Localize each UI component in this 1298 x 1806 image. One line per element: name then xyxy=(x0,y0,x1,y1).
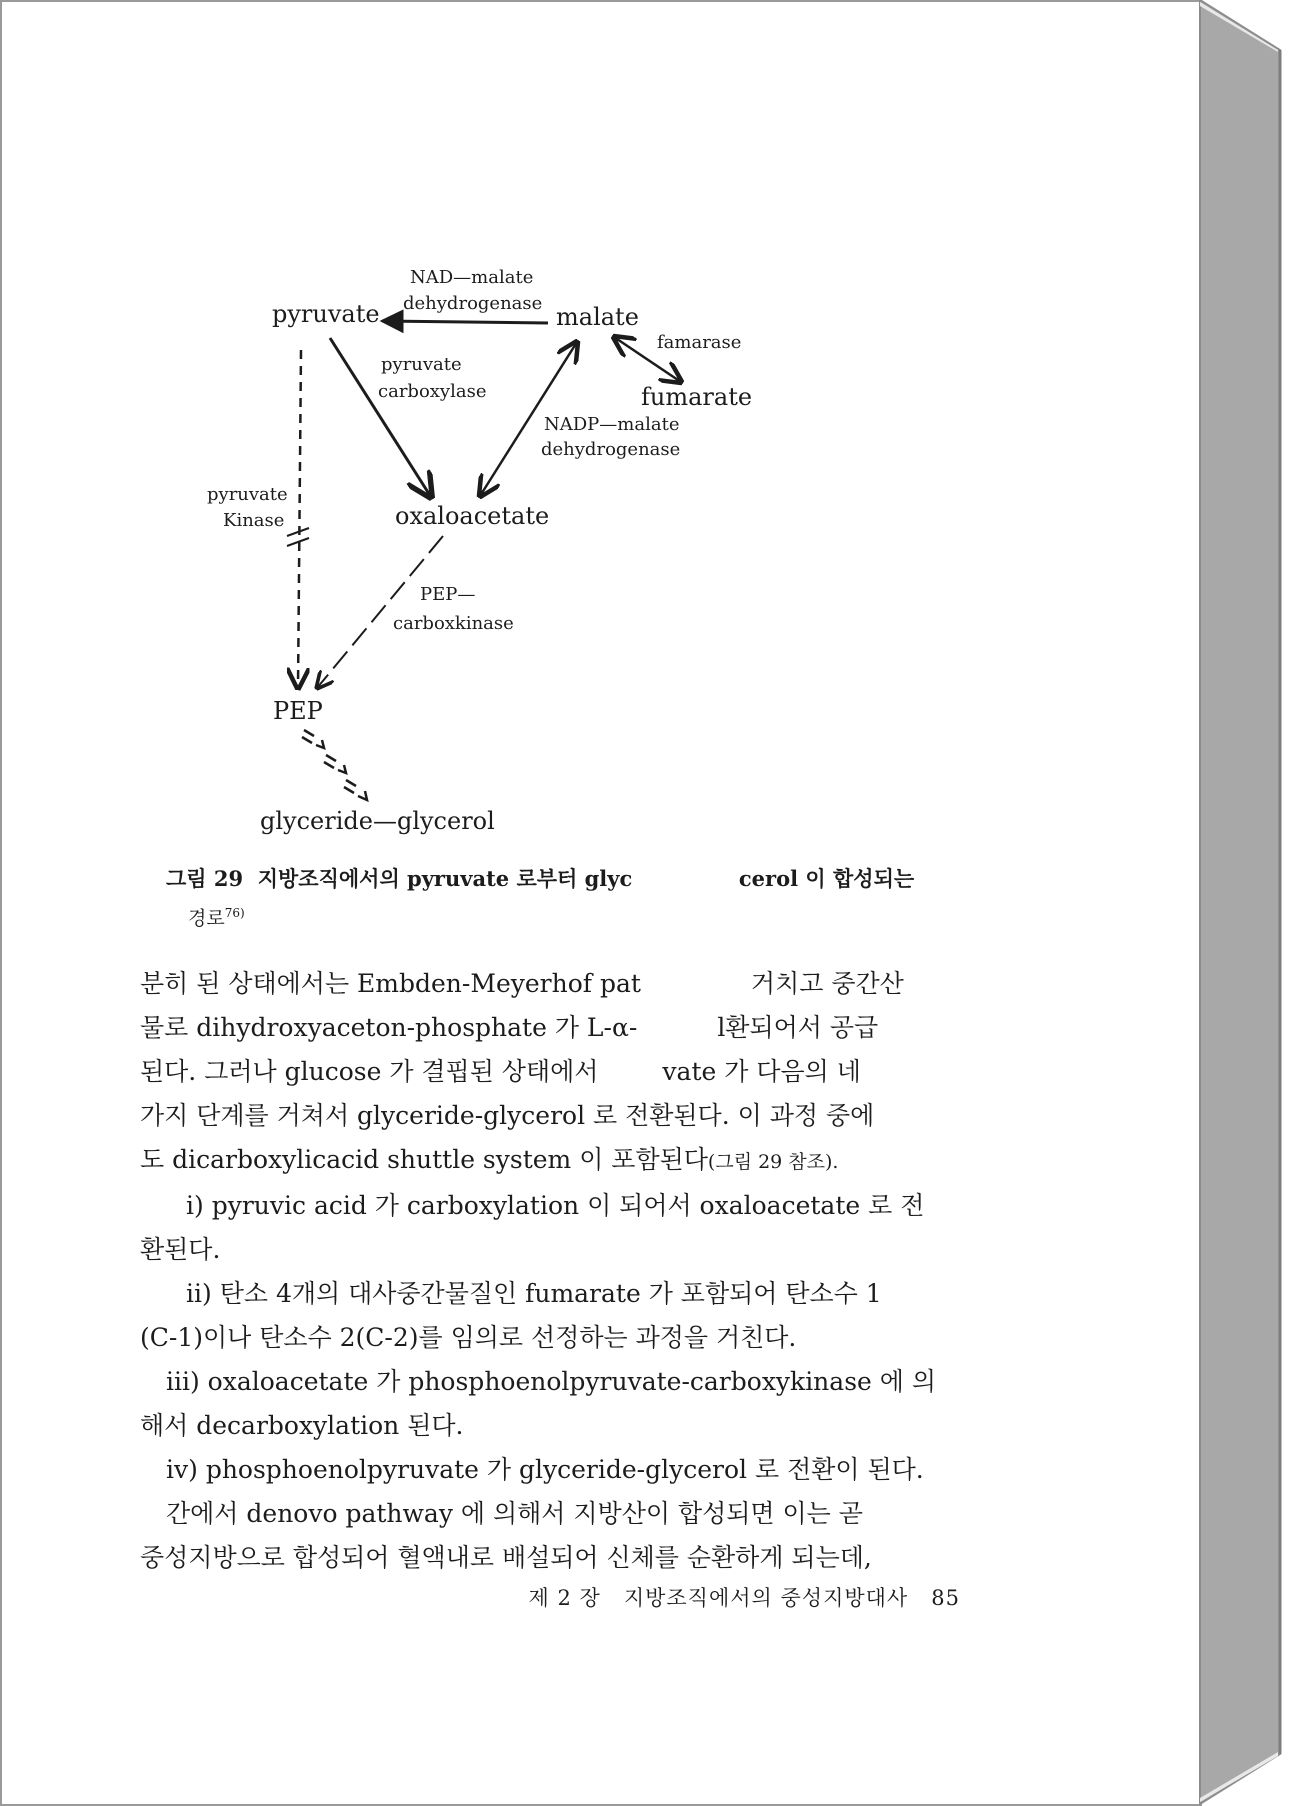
caption-text-a: 지방조직에서의 pyruvate 로부터 glyc xyxy=(257,866,633,891)
label-famarase: famarase xyxy=(657,332,742,353)
label-pyruvate-kinase-1: pyruvate xyxy=(207,484,288,505)
caption-line-1 xyxy=(166,862,956,896)
kinase-block-mark-2 xyxy=(287,538,309,546)
figure-caption xyxy=(166,862,956,935)
body-line-9: (C-1)이나 탄소수 2(C-2)를 임의로 선정하는 과정을 거친다. xyxy=(140,1323,797,1352)
page-footer xyxy=(480,1582,960,1612)
node-oxaloacetate: oxaloacetate xyxy=(395,502,550,530)
body-line-4: 가지 단계를 거쳐서 glyceride-glycerol 로 전환된다. 이 과정 중에 xyxy=(140,1101,875,1130)
label-pep-carboxkinase-2: carboxkinase xyxy=(393,613,514,634)
label-nadp-dehydrogenase: dehydrogenase xyxy=(541,439,681,460)
body-item-iv: iv) phosphoenolpyruvate 가 glyceride-glycerol 로 전환이 된다. xyxy=(166,1455,924,1484)
body-line-7: 환된다. xyxy=(140,1235,221,1264)
body-line-1: 분히 된 상태에서는 Embden-Meyerhof pat 거치고 중간산 xyxy=(140,969,904,998)
node-pyruvate: pyruvate xyxy=(272,300,380,328)
kinase-block-mark-1 xyxy=(287,528,309,536)
node-malate: malate xyxy=(556,303,639,331)
arrow-pyruvate-to-pep xyxy=(298,350,301,688)
label-nadp-malate: NADP—malate xyxy=(544,414,680,435)
label-nad-dehydrogenase: dehydrogenase xyxy=(403,293,543,314)
body-item-i: i) pyruvic acid 가 carboxylation 이 되어서 oxaloacetate 로 전 xyxy=(186,1191,925,1220)
body-text xyxy=(140,962,958,1580)
body-line-5: 도 dicarboxylicacid shuttle system 이 포함된다(그림 29 참조). xyxy=(140,1145,839,1174)
body-line-2: 물로 dihydroxyaceton-phosphate 가 L-α- l환되어서 공급 xyxy=(140,1013,879,1042)
label-pep-carboxkinase-1: PEP— xyxy=(420,584,476,605)
body-line-3: 된다. 그러나 glucose 가 결핍된 상태에서 vate 가 다음의 네 xyxy=(140,1057,861,1086)
label-pyruvate-carboxylase-1: pyruvate xyxy=(381,354,462,375)
caption-label: 그림 29 xyxy=(166,866,244,891)
caption-line-2 xyxy=(166,896,956,935)
body-line-13: 간에서 denovo pathway 에 의해서 지방산이 합성되면 이는 곧 xyxy=(166,1499,863,1528)
node-fumarate: fumarate xyxy=(641,383,753,411)
arrow-malate-to-pyruvate xyxy=(382,321,548,323)
label-pyruvate-kinase-2: Kinase xyxy=(223,510,285,531)
body-line-14: 중성지방으로 합성되어 혈액내로 배설되어 신체를 순환하게 되는데, xyxy=(140,1543,872,1572)
body-item-iii: iii) oxaloacetate 가 phosphoenolpyruvate-carboxykinase 에 의 xyxy=(166,1367,937,1396)
arrow-pep-to-glyceride xyxy=(302,730,367,800)
caption-text-b: cerol 이 합성되는 xyxy=(738,866,915,891)
arrow-oxaloacetate-to-pep xyxy=(317,536,443,688)
footer-chapter: 제 2 장 xyxy=(528,1586,601,1610)
footer-title: 지방조직에서의 중성지방대사 xyxy=(623,1586,909,1610)
node-glyceride-glycerol: glyceride—glycerol xyxy=(260,807,495,835)
node-pep: PEP xyxy=(273,697,323,725)
label-nad-malate: NAD—malate xyxy=(410,267,534,288)
body-line-11: 해서 decarboxylation 된다. xyxy=(140,1411,464,1440)
label-pyruvate-carboxylase-2: carboxylase xyxy=(378,381,487,402)
caption-line2-text: 경로 xyxy=(188,907,225,930)
page-number: 85 xyxy=(931,1586,960,1610)
body-item-ii: ii) 탄소 4개의 대사중간물질인 fumarate 가 포함되어 탄소수 1 xyxy=(186,1279,882,1308)
caption-ref: 76) xyxy=(224,906,245,920)
